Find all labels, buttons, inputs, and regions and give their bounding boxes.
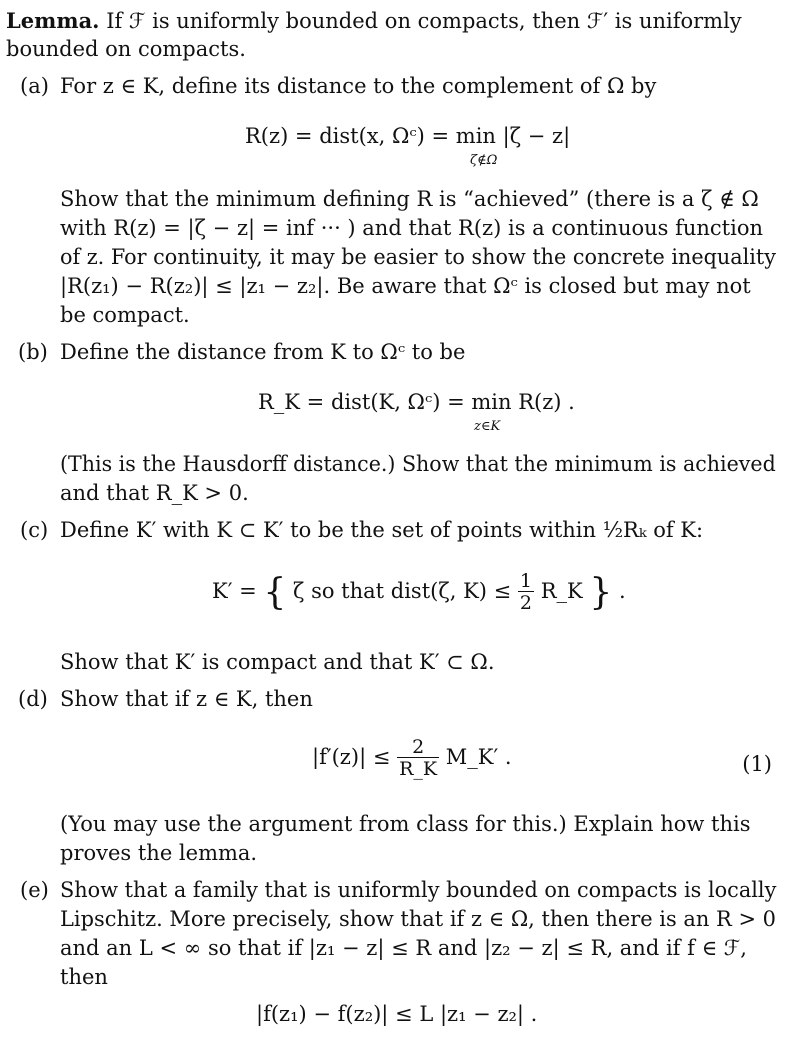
- part-a-line-4: |R(z₁) − R(z₂)| ≤ |z₁ − z₂|. Be aware that Ωᶜ is closed but may not: [60, 274, 751, 298]
- part-b-intro: Define the distance from K to Ωᶜ to be: [60, 340, 466, 364]
- part-b-line-1: (This is the Hausdorff distance.) Show that the minimum is achieved: [60, 452, 776, 476]
- part-d-frac-num: 2: [412, 736, 425, 758]
- part-c-frac-num: 1: [519, 570, 532, 592]
- left-brace: {: [263, 572, 287, 613]
- part-b-display: R_K = dist(K, Ωᶜ) = min R(z) .: [258, 390, 575, 414]
- part-a-label: (a): [20, 74, 49, 98]
- part-d-label: (d): [18, 687, 48, 711]
- part-e-display: |f(z₁) − f(z₂)| ≤ L |z₁ − z₂| .: [256, 1002, 538, 1026]
- part-b-line-2: and that R_K > 0.: [60, 481, 249, 505]
- part-d-display-right: M_K′ .: [445, 745, 512, 769]
- part-d-line-2: proves the lemma.: [60, 841, 258, 865]
- part-e-line-3: and an L < ∞ so that if |z₁ − z| ≤ R and |z₂ − z| ≤ R, and if f ∈ ℱ,: [60, 936, 747, 960]
- part-c-frac-den: 2: [519, 592, 532, 614]
- part-e-line-1: Show that a family that is uniformly bounded on compacts is locally: [60, 878, 777, 902]
- part-d-intro: Show that if z ∈ K, then: [60, 687, 313, 711]
- part-c-fraction: [518, 572, 534, 613]
- part-a-line-3: of z. For continuity, it may be easier to show the concrete inequality: [60, 245, 776, 269]
- lemma-line-2: bounded on compacts.: [6, 37, 246, 61]
- part-c-display-left: K′ =: [212, 579, 257, 603]
- part-a-line-5: be compact.: [60, 303, 190, 327]
- part-d-frac-den: R_K: [399, 758, 438, 780]
- part-b-label: (b): [18, 340, 48, 364]
- part-c-display: [212, 572, 626, 613]
- equation-number: (1): [742, 752, 772, 776]
- part-b-display-sub: z∈K: [474, 419, 501, 434]
- part-c-intro: Define K′ with K ⊂ K′ to be the set of points within ½Rₖ of K:: [60, 518, 704, 542]
- part-e-line-2: Lipschitz. More precisely, show that if z ∈ Ω, then there is an R > 0: [60, 907, 776, 931]
- part-c-line-1: Show that K′ is compact and that K′ ⊂ Ω.: [60, 650, 495, 674]
- part-c-display-end: .: [618, 579, 626, 603]
- part-d-display: [312, 738, 512, 779]
- part-c-label: (c): [20, 518, 49, 542]
- part-c-display-mid: ζ so that dist(ζ, K) ≤: [293, 579, 512, 603]
- part-a-intro: For z ∈ K, define its distance to the complement of Ω by: [60, 74, 657, 98]
- part-c-display-right: R_K: [540, 579, 583, 603]
- right-brace: }: [589, 572, 613, 613]
- lemma-line-1: [6, 6, 742, 36]
- part-e-line-4: then: [60, 965, 108, 989]
- part-d-fraction: [397, 738, 439, 779]
- part-a-display: R(z) = dist(x, Ωᶜ) = min |ζ − z|: [245, 124, 571, 148]
- part-d-display-left: |f′(z)| ≤: [312, 745, 391, 769]
- part-a-display-sub: ζ∉Ω: [470, 153, 498, 168]
- part-a-line-2: with R(z) = |ζ − z| = inf ··· ) and that R(z) is a continuous function: [60, 216, 764, 240]
- part-d-line-1: (You may use the argument from class for this.) Explain how this: [60, 812, 751, 836]
- lemma-text-1: If ℱ is uniformly bounded on compacts, then ℱ′ is uniformly: [106, 9, 742, 33]
- part-a-line-1: Show that the minimum defining R is “achieved” (there is a ζ ∉ Ω: [60, 187, 759, 211]
- part-e-label: (e): [20, 878, 49, 902]
- lemma-heading: Lemma.: [6, 8, 100, 33]
